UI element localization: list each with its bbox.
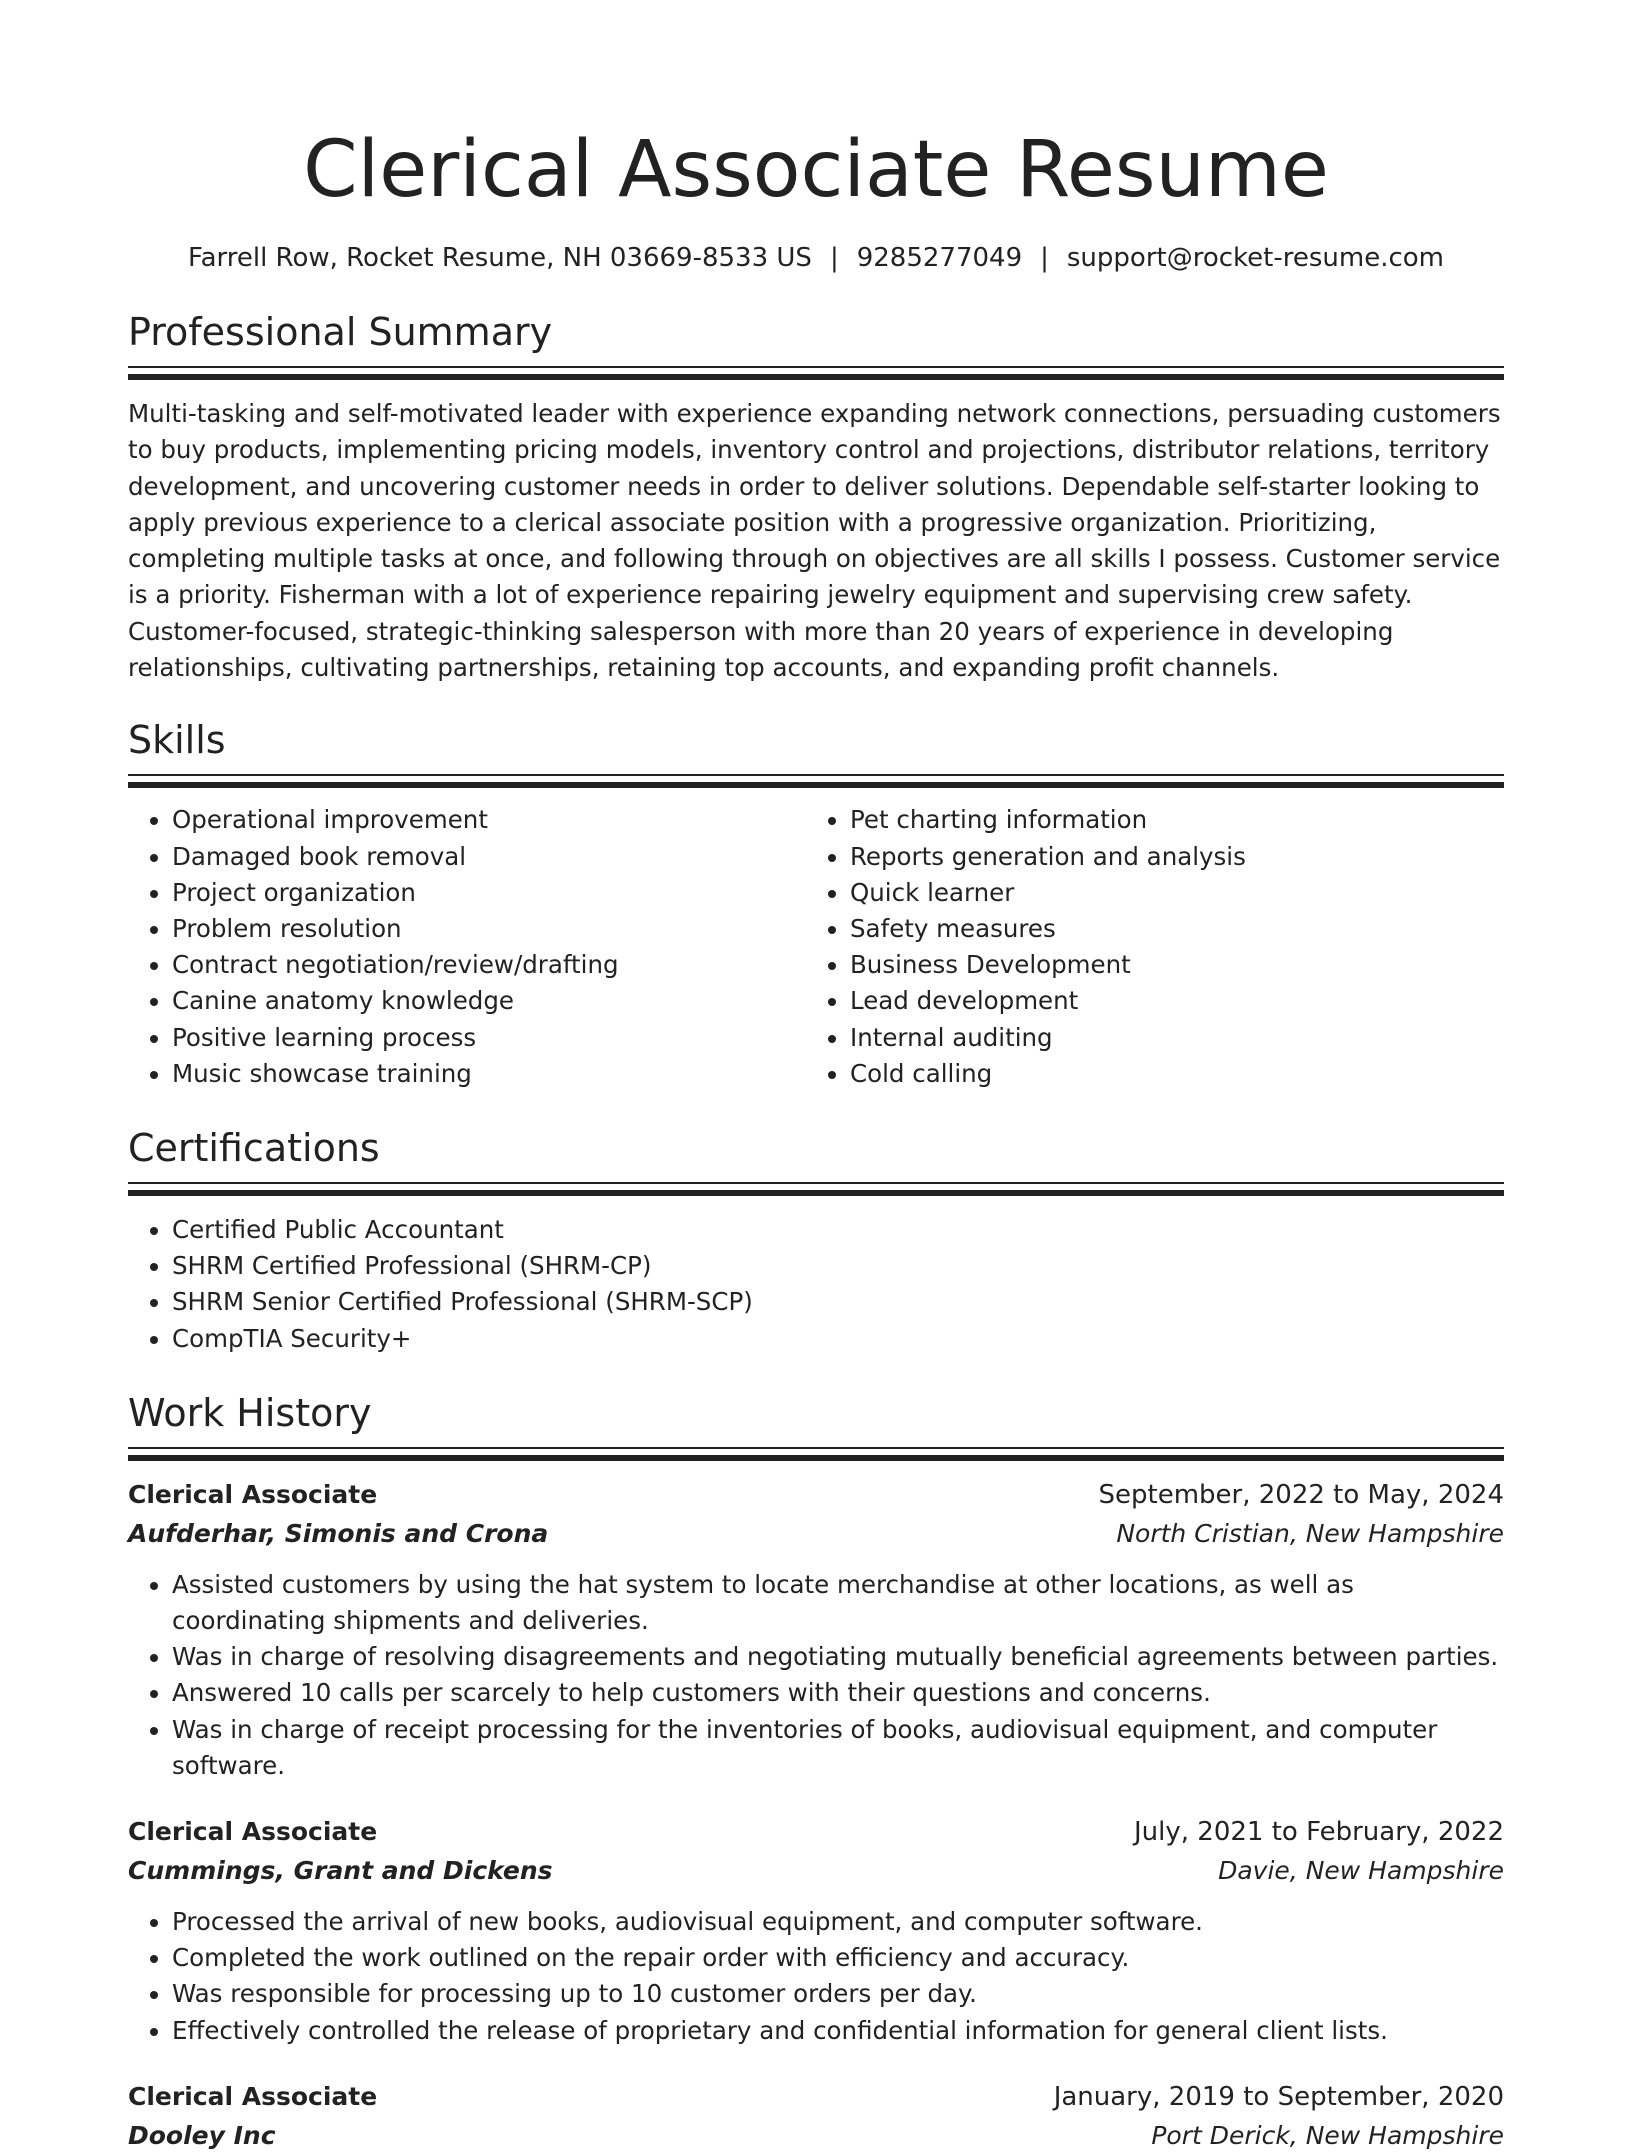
certification-item: • CompTIA Security+ xyxy=(172,1321,1504,1357)
job-bullet: • Answered 10 calls per scarcely to help customers with their questions and concerns. xyxy=(172,1675,1504,1711)
contact-email: support@rocket-resume.com xyxy=(1066,243,1444,273)
job-bullet: • Assisted customers by using the hat system to locate merchandise at other locations, as well as coordinating shipments and deliveries. xyxy=(172,1567,1504,1639)
skill-item: • Contract negotiation/review/drafting xyxy=(172,947,806,983)
job-title: Clerical Associate xyxy=(128,1817,378,1847)
summary-text: Multi-tasking and self-motivated leader with experience expanding network connections, persuading customers to buy products, implementing pricing models, inventory control and projections, distributor relations, territory development, and uncovering customer needs in order to deliver solutions. Dependable self-starter looking to apply previous experience to a clerical associate position with a progressive organization. Prioritizing, completing multiple tasks at once, and following through on objectives are all skills I possess. Customer service is a priority. Fisherman with a lot of experience repairing jewelry equipment and supervising crew safety. Customer-focused, strategic-thinking salesperson with more than 20 years of experience in developing relationships, cultivating partnerships, retaining top accounts, and expanding profit channels. xyxy=(128,399,1501,683)
certification-item: • SHRM Certified Professional (SHRM-CP) xyxy=(172,1248,1504,1284)
skill-item: • Business Development xyxy=(850,947,1484,983)
skills-grid xyxy=(128,802,1504,1092)
job-dates: January, 2019 to September, 2020 xyxy=(1053,2081,1504,2112)
job-company: Cummings, Grant and Dickens xyxy=(128,1856,553,1886)
section-heading: Skills xyxy=(128,718,226,763)
skill-item: • Reports generation and analysis xyxy=(850,839,1484,875)
section-work-history xyxy=(128,1389,1504,2155)
skill-item: • Positive learning process xyxy=(172,1020,806,1056)
skill-item: • Safety measures xyxy=(850,911,1484,947)
section-heading: Professional Summary xyxy=(128,310,553,354)
job-bullet: • Completed the work outlined on the repair order with efficiency and accuracy. xyxy=(172,1940,1504,1976)
certification-item: • Certified Public Accountant xyxy=(172,1212,1504,1248)
contact-address: Farrell Row, Rocket Resume, NH 03669-8533 US xyxy=(188,243,812,273)
job-bullet: • Was in charge of receipt processing for the inventories of books, audiovisual equipment, and computer software. xyxy=(172,1712,1504,1784)
contact-separator: | xyxy=(829,243,839,273)
job-bullet: • Processed the arrival of new books, audiovisual equipment, and computer software. xyxy=(172,1904,1504,1940)
section-divider xyxy=(128,1447,1504,1461)
section-summary xyxy=(128,308,1504,686)
job-bullet: • Was responsible for processing up to 10 customer orders per day. xyxy=(172,1976,1504,2012)
skill-item: • Music showcase training xyxy=(172,1056,806,1092)
section-skills xyxy=(128,716,1504,1092)
job-dates: September, 2022 to May, 2024 xyxy=(1098,1479,1504,1510)
section-heading: Work History xyxy=(128,1390,372,1435)
job-bullet: • Was in charge of resolving disagreements and negotiating mutually beneficial agreements between parties. xyxy=(172,1639,1504,1675)
skills-list-left xyxy=(128,802,806,1092)
job-location: North Cristian, New Hampshire xyxy=(1116,1518,1504,1548)
skill-item: • Problem resolution xyxy=(172,911,806,947)
contact-phone: 9285277049 xyxy=(856,243,1023,273)
job-entry xyxy=(128,2077,1504,2155)
section-certifications xyxy=(128,1124,1504,1357)
skill-item: • Operational improvement xyxy=(172,802,806,838)
skill-item: • Quick learner xyxy=(850,875,1484,911)
job-company: Dooley Inc xyxy=(128,2120,276,2150)
job-bullet: • Effectively controlled the release of proprietary and confidential information for general client lists. xyxy=(172,2013,1504,2049)
contact-separator: | xyxy=(1040,243,1049,273)
skill-item: • Damaged book removal xyxy=(172,839,806,875)
job-location: Port Derick, New Hampshire xyxy=(1151,2120,1504,2150)
skill-item: • Canine anatomy knowledge xyxy=(172,983,806,1019)
job-title: Clerical Associate xyxy=(128,1479,378,1509)
job-entry xyxy=(128,1812,1504,2049)
skill-item: • Internal auditing xyxy=(850,1020,1484,1056)
section-divider xyxy=(128,774,1504,788)
job-bullets xyxy=(128,1904,1504,2049)
skill-item: • Project organization xyxy=(172,875,806,911)
skill-item: • Cold calling xyxy=(850,1056,1484,1092)
skills-list-right xyxy=(806,802,1484,1092)
skill-item: • Pet charting information xyxy=(850,802,1484,838)
resume-page xyxy=(128,0,1504,2155)
contact-line xyxy=(128,240,1504,276)
job-company: Aufderhar, Simonis and Crona xyxy=(128,1518,549,1548)
certification-item: • SHRM Senior Certified Professional (SHRM-SCP) xyxy=(172,1284,1504,1320)
section-divider xyxy=(128,366,1504,380)
resume-title: Clerical Associate Resume xyxy=(303,125,1329,215)
section-heading: Certifications xyxy=(128,1126,380,1170)
skill-item: • Lead development xyxy=(850,983,1484,1019)
certifications-list xyxy=(128,1212,1504,1357)
job-location: Davie, New Hampshire xyxy=(1218,1856,1504,1886)
job-entry xyxy=(128,1475,1504,1784)
job-dates: July, 2021 to February, 2022 xyxy=(1134,1817,1504,1848)
section-divider xyxy=(128,1182,1504,1196)
job-bullets xyxy=(128,1567,1504,1784)
job-title: Clerical Associate xyxy=(128,2081,378,2111)
